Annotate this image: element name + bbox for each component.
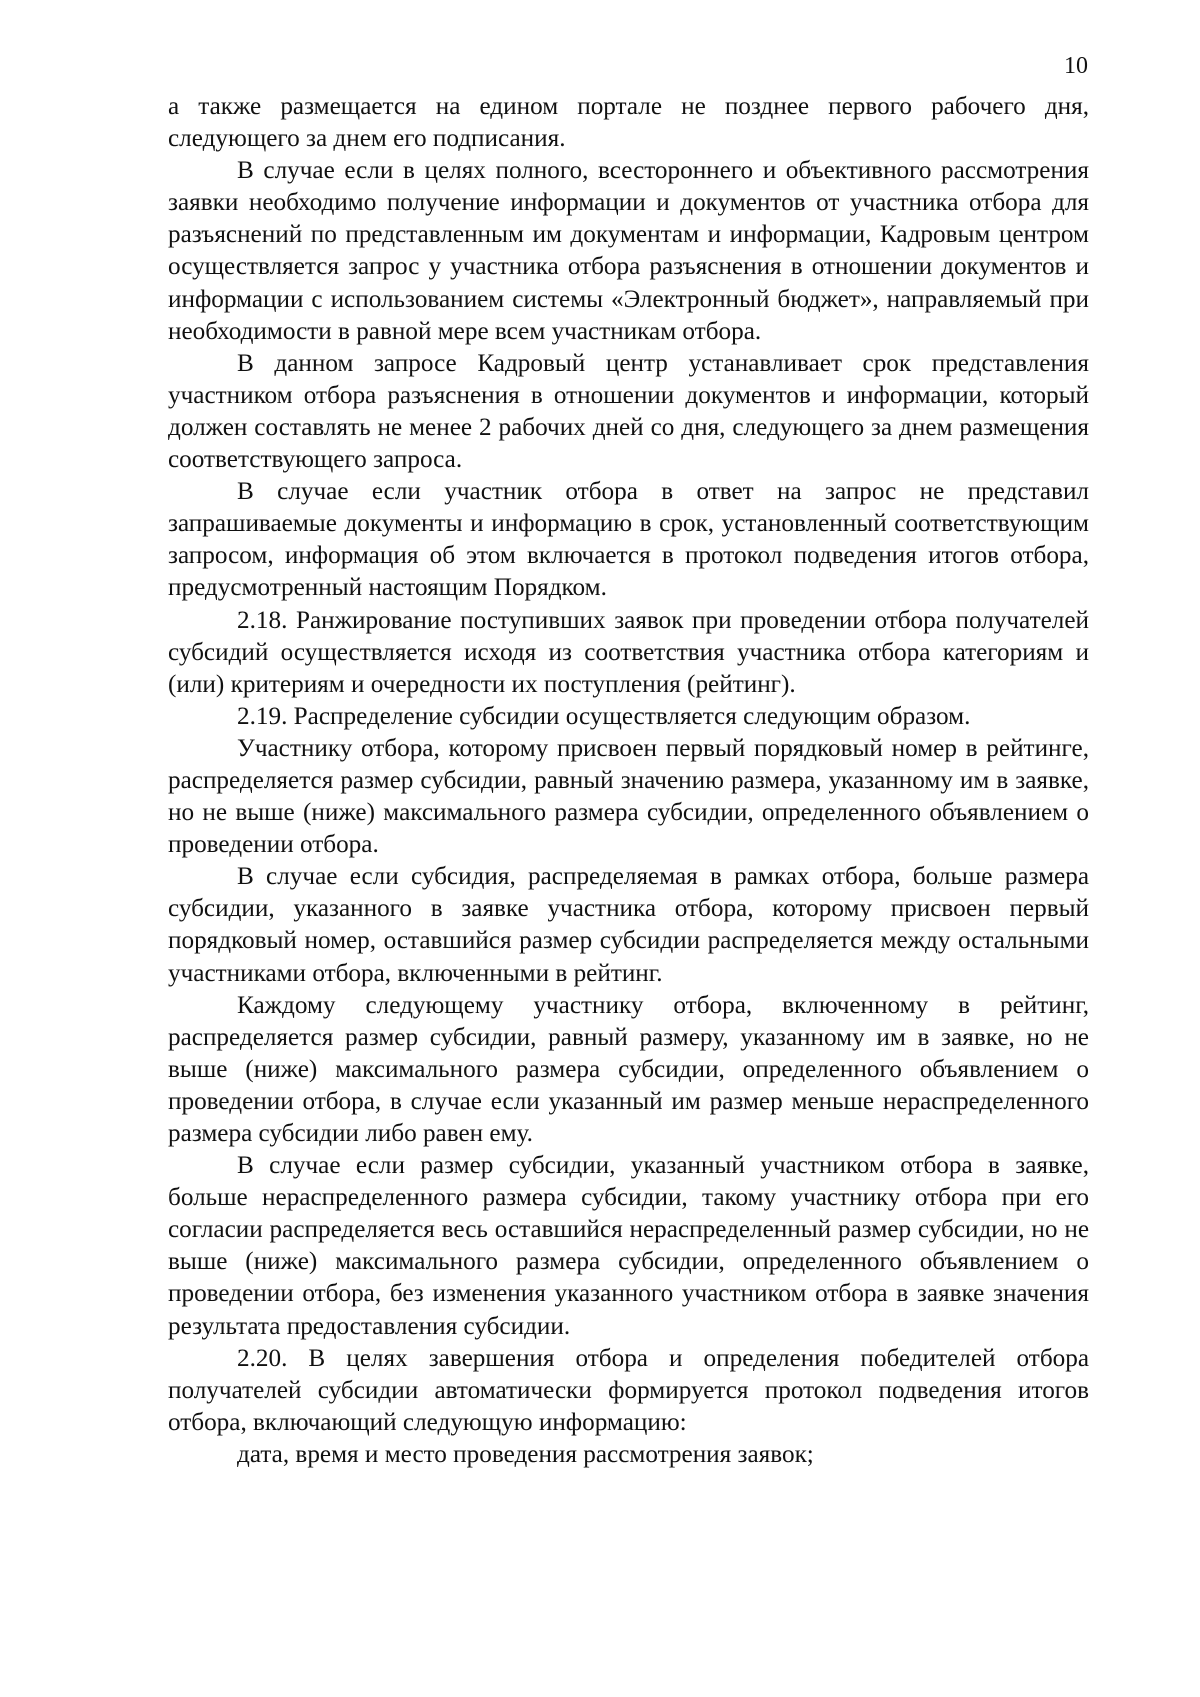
paragraph: а также размещается на едином портале не позднее первого рабочего дня, следующего за днем его подписания. — [168, 93, 1089, 153]
page-number: 10 — [1064, 53, 1088, 79]
paragraph: Каждому следующему участнику отбора, включенному в рейтинг, распределяется размер субсидии, равный размеру, указанному им в заявке, но не выше (ниже) максимального размера субсидии, определенного объявлением о проведении отбора, в случае если указанный им размер меньше нераспределенного размера субсидии либо равен ему. — [168, 991, 1089, 1147]
paragraph: 2.18. Ранжирование поступивших заявок при проведении отбора получателей субсидий осуществляется исходя из соответствия участника отбора категориям и (или) критериям и очередности их поступления (рейтинг). — [168, 606, 1089, 698]
paragraph: дата, время и место проведения рассмотрения заявок; — [237, 1440, 814, 1468]
paragraph: Участнику отбора, которому присвоен первый порядковый номер в рейтинге, распределяется размер субсидии, равный значению размера, указанному им в заявке, но не выше (ниже) максимального размера субсидии, определенного объявлением о проведении отбора. — [168, 734, 1089, 859]
paragraph: 2.20. В целях завершения отбора и определения победителей отбора получателей субсидии автоматически формируется протокол подведения итогов отбора, включающий следующую информацию: — [168, 1344, 1089, 1436]
paragraph: В случае если в целях полного, всестороннего и объективного рассмотрения заявки необходимо получение информации и документов от участника отбора для разъяснений по представленным им документам и информации, Кадровым центром осуществляется запрос у участника отбора разъяснения в отношении документов и информации с использованием системы «Электронный бюджет», направляемый при необходимости в равной мере всем участникам отбора. — [168, 157, 1089, 345]
paragraph: 2.19. Распределение субсидии осуществляется следующим образом. — [237, 702, 971, 730]
paragraph: В случае если размер субсидии, указанный участником отбора в заявке, больше нераспределенного размера субсидии, такому участнику отбора при его согласии распределяется весь оставшийся нераспределенный размер субсидии, но не выше (ниже) максимального размера субсидии, определенного объявлением о проведении отбора, без изменения указанного участником отбора в заявке значения результата предоставления субсидии. — [168, 1152, 1089, 1340]
paragraph: В случае если участник отбора в ответ на запрос не представил запрашиваемые документы и информацию в срок, установленный соответствующим запросом, информация об этом включается в протокол подведения итогов отбора, предусмотренный настоящим Порядком. — [168, 478, 1089, 602]
paragraph: В данном запросе Кадровый центр устанавливает срок представления участником отбора разъяснения в отношении документов и информации, который должен составлять не менее 2 рабочих дней со дня, следующего за днем размещения соответствующего запроса. — [168, 349, 1089, 474]
document-body — [168, 91, 1089, 1471]
paragraph: В случае если субсидия, распределяемая в рамках отбора, больше размера субсидии, указанного в заявке участника отбора, которому присвоен первый порядковый номер, оставшийся размер субсидии распределяется между остальными участниками отбора, включенными в рейтинг. — [168, 863, 1089, 987]
